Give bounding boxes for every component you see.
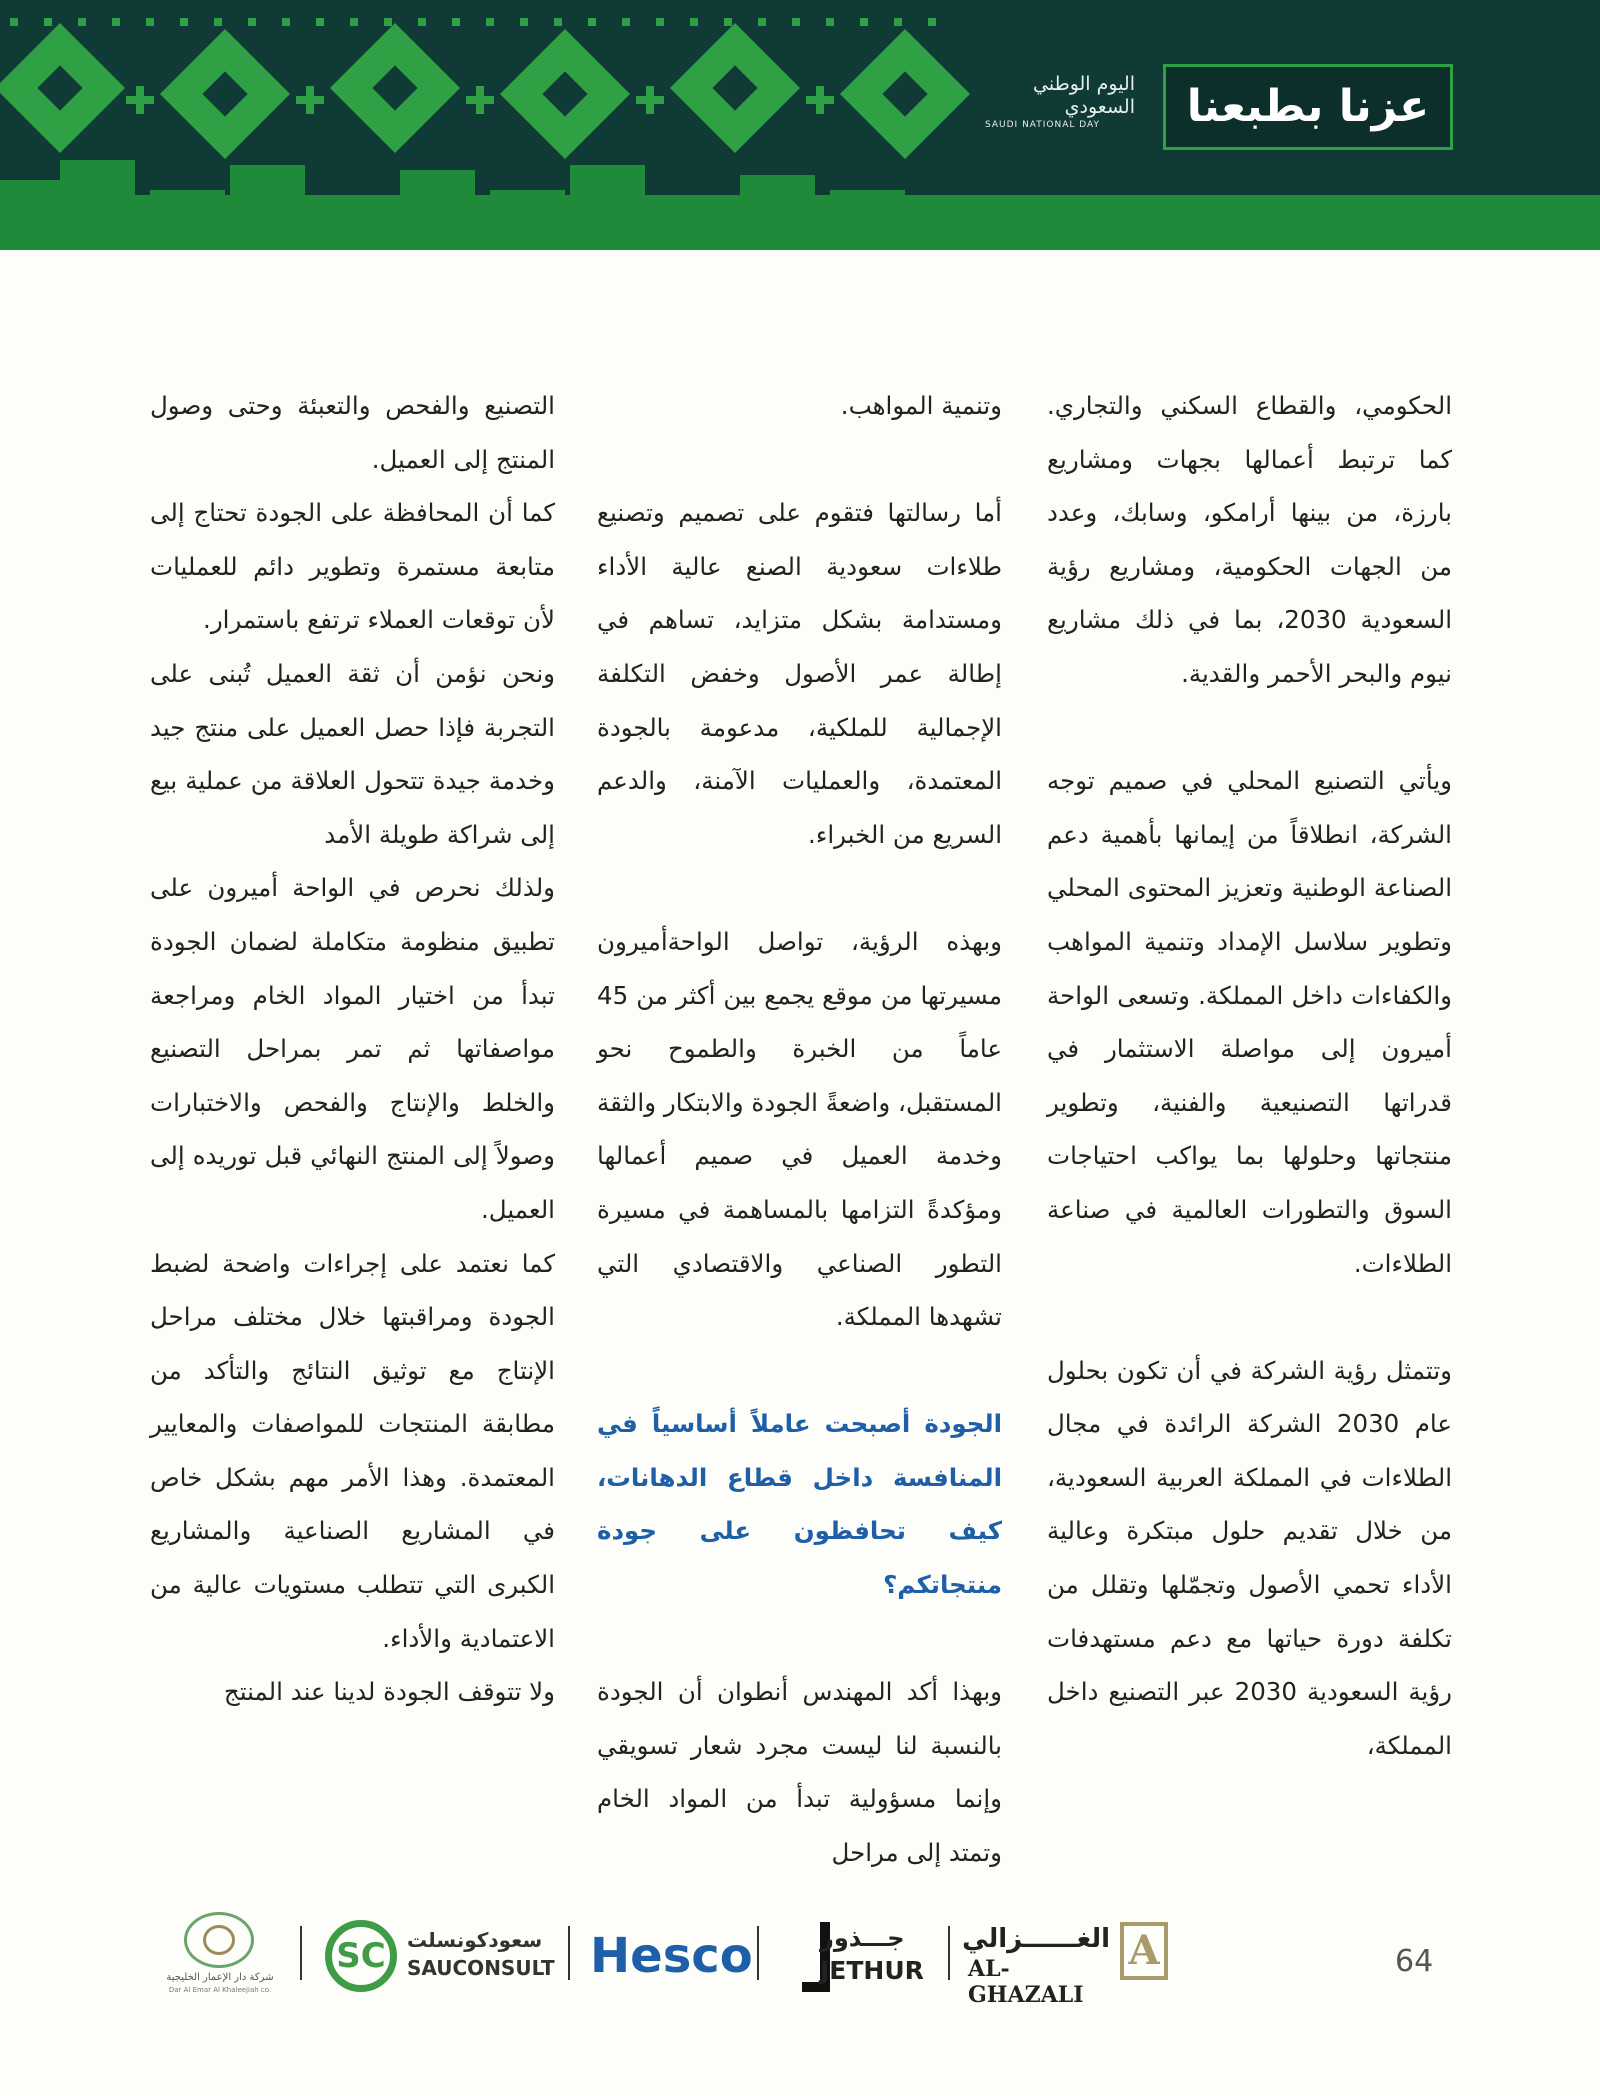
page-number: 64 (1395, 1944, 1434, 1979)
pattern-dot (588, 18, 596, 26)
footer-divider (568, 1926, 570, 1980)
sponsor-logo-jethur (770, 1920, 940, 1998)
pattern-dot (520, 18, 528, 26)
sponsor-logo-dar-al-emar (150, 1908, 290, 2000)
pattern-dot (350, 18, 358, 26)
pattern-step (830, 190, 905, 250)
pattern-dot (316, 18, 324, 26)
campaign-logo (1163, 64, 1453, 150)
paragraph: وبهذه الرؤية، تواصل الواحةأميرون مسيرتها من موقع يجمع بين أكثر من 45 عاماً من الخبرة والطموح نحو المستقبل، واضعةً الجودة والابتكار والثقة وخدمة العميل في صميم أعمالها ومؤكدةً التزامها بالمساهمة في مسيرة التطور الصناعي والاقتصادي التي تشهدها المملكة. (597, 926, 1002, 1332)
sauconsult-ar: سعودكونسلت (407, 1928, 543, 1952)
pattern-cross (806, 86, 834, 114)
paragraph: وتنمية المواهب. (840, 391, 1002, 420)
sponsor-logo-al-ghazali (962, 1922, 1168, 2008)
pattern-dot (792, 18, 800, 26)
dar-al-emar-mark-icon (184, 1912, 254, 1968)
pattern-diamond (160, 29, 290, 159)
jethur-ar: جـــذور (820, 1924, 905, 1952)
national-day-line1: اليوم الوطني (1033, 73, 1135, 95)
paragraph: وبهذا أكد المهندس أنطوان أن الجودة بالنسبة لنا ليست مجرد شعار تسويقي وإنما مسؤولية تبدأ من المواد الخام وتمتد إلى مراحل (597, 1677, 1002, 1868)
pattern-dot (112, 18, 120, 26)
paragraph: ولا تتوقف الجودة لدينا عند المنتج (223, 1677, 555, 1707)
pattern-diamond (0, 23, 125, 153)
national-day-en: SAUDI NATIONAL DAY (985, 120, 1100, 130)
pattern-dot (146, 18, 154, 26)
pattern-cross (466, 86, 494, 114)
paragraph: كما نعتمد على إجراءات واضحة لضبط الجودة ومراقبتها خلال مختلف مراحل الإنتاج مع توثيق النتائج والتأكد من مطابقة المنتجات للمواصفات والمعايير المعتمدة. وهذا الأمر مهم بشكل خاص في المشاريع الصناعية والمشاريع الكبرى التي تتطلب مستويات عالية من الاعتمادية والأداء. (150, 1248, 555, 1653)
pattern-diamond (330, 23, 460, 153)
footer-divider (757, 1926, 759, 1980)
national-day-line2: السعودي (1064, 96, 1135, 118)
paragraph: ونحن نؤمن أن ثقة العميل تُبنى على التجربة فإذا حصل العميل على منتج جيد وخدمة جيدة تتحول العلاقة من عملية بيع إلى شراكة طويلة الأمد (150, 658, 555, 849)
pattern-step (60, 160, 135, 250)
pattern-step (150, 190, 225, 250)
pattern-step (400, 170, 475, 250)
pattern-step (490, 190, 565, 250)
pattern-cross (636, 86, 664, 114)
article-column-1 (1047, 379, 1452, 1772)
jethur-en: JETHUR (820, 1956, 924, 1985)
pattern-step (320, 195, 395, 250)
pattern-diamond (670, 23, 800, 153)
interview-question: الجودة أصبحت عاملاً أساسياً في المنافسة داخل قطاع الدهانات، كيف تحافظون على جودة منتجاتكم؟ (597, 1409, 1002, 1600)
sponsor-logo-hesco (590, 1926, 753, 1986)
pattern-dot (44, 18, 52, 26)
pattern-dot (554, 18, 562, 26)
al-ghazali-mark-icon: A (1120, 1922, 1168, 1980)
campaign-logo-text: عزنا بطبعنا (1186, 81, 1430, 132)
pattern-dot (656, 18, 664, 26)
paragraph: ولذلك نحرص في الواحة أميرون على تطبيق منظومة متكاملة لضمان الجودة تبدأ من اختيار المواد الخام ومراجعة مواصفاتها ثم تمر بمراحل التصنيع والخلط والإنتاج والفحص والاختبارات وصولاً إلى المنتج النهائي قبل توريده إلى العميل. (150, 873, 555, 1224)
national-day-logo (985, 72, 1135, 142)
paragraph: وتتمثل رؤية الشركة في أن تكون بحلول عام 2030 الشركة الرائدة في مجال الطلاءات في المملكة العربية السعودية، من خلال تقديم حلول مبتكرة وعالية الأداء تحمي الأصول وتجمّلها وتقلل من تكلفة دورة حياتها مع دعم مستهدفات رؤية السعودية 2030 عبر التصنيع داخل المملكة، (1047, 1355, 1452, 1760)
sauconsult-mark-icon: SC (325, 1920, 397, 1992)
pattern-dot (214, 18, 222, 26)
pattern-dot (826, 18, 834, 26)
pattern-dot (894, 18, 902, 26)
pattern-dot (282, 18, 290, 26)
pattern-dot (690, 18, 698, 26)
al-ghazali-en: AL-GHAZALI (968, 1956, 1084, 2008)
pattern-step (660, 195, 735, 250)
pattern-dot (248, 18, 256, 26)
footer-divider (948, 1926, 950, 1980)
header-banner (0, 0, 1600, 250)
pattern-step (740, 175, 815, 250)
pattern-diamond (840, 29, 970, 159)
pattern-dot (860, 18, 868, 26)
pattern-dot (452, 18, 460, 26)
pattern-dot (78, 18, 86, 26)
al-ghazali-ar: الغــــــزالي (962, 1924, 1110, 1954)
pattern-cross (126, 86, 154, 114)
footer-divider (300, 1926, 302, 1980)
pattern-dot (180, 18, 188, 26)
dar-al-emar-en: Dar Al Emar Al Khaleejiah co. (168, 1986, 272, 1994)
sauconsult-en: SAUCONSULT (407, 1956, 555, 1980)
pattern-dot (622, 18, 630, 26)
hesco-en: Hesco (590, 1928, 753, 1984)
paragraph: كما أن المحافظة على الجودة تحتاج إلى متابعة مستمرة وتطوير دائم للعمليات لأن توقعات العملاء ترتفع باستمرار. (150, 498, 555, 635)
paragraph: الحكومي، والقطاع السكني والتجاري. كما ترتبط أعمالها بجهات ومشاريع بارزة، من بينها أرامكو، وسابك، وعدد من الجهات الحكومية، ومشاريع رؤية السعودية 2030، بما في ذلك مشاريع نيوم والبحر الأحمر والقدية. (1047, 391, 1452, 688)
pattern-cross (296, 86, 324, 114)
paragraph: ويأتي التصنيع المحلي في صميم توجه الشركة، انطلاقاً من إيمانها بأهمية دعم الصناعة الوطنية وتعزيز المحتوى المحلي وتطوير سلاسل الإمداد وتنمية المواهب والكفاءات داخل المملكة. وتسعى الواحة أميرون إلى مواصلة الاستثمار في قدراتها التصنيعية والفنية، وتطوير منتجاتها وحلولها بما يواكب احتياجات السوق والتطورات العالمية في صناعة الطلاءات. (1047, 766, 1452, 1278)
pattern-dot (418, 18, 426, 26)
article-column-3 (150, 379, 555, 1719)
pattern-diamond (500, 29, 630, 159)
article-column-2 (597, 379, 1002, 1880)
pattern-step (910, 200, 985, 250)
pattern-step (570, 165, 645, 250)
pattern-dot (928, 18, 936, 26)
pattern-step (230, 165, 305, 250)
sponsor-logo-sauconsult (325, 1918, 555, 1996)
pattern-dot (758, 18, 766, 26)
paragraph: أما رسالتها فتقوم على تصميم وتصنيع طلاءات سعودية الصنع عالية الأداء ومستدامة بشكل متزايد، تساهم في إطالة عمر الأصول وخفض التكلفة الإجمالية للملكية، مدعومة بالجودة المعتمدة، والعمليات الآمنة، والدعم السريع من الخبراء. (597, 498, 1002, 849)
paragraph: التصنيع والفحص والتعبئة وحتى وصول المنتج إلى العميل. (150, 391, 555, 474)
pattern-dot (10, 18, 18, 26)
pattern-dot (384, 18, 392, 26)
pattern-dot (724, 18, 732, 26)
pattern-dot (486, 18, 494, 26)
dar-al-emar-ar: شركة دار الإعمار الخليجية (166, 1972, 274, 1983)
